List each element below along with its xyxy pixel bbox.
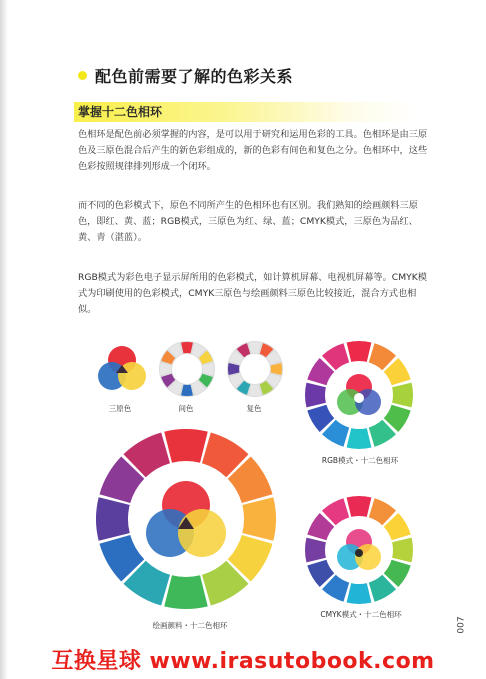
primary-colors-label: 三原色: [108, 404, 132, 413]
paint-color-wheel: [95, 428, 277, 610]
paint-ring-segment: [164, 575, 208, 609]
rgb-color-wheel: [304, 340, 414, 450]
paint-ring-segment: [96, 497, 130, 541]
secondary-colors-label: 间色: [178, 404, 194, 413]
title-row: [78, 64, 293, 86]
section-title: 掌握十二色相环: [78, 105, 163, 119]
watermark-banner: 互换星球 www.irasutobook.com: [51, 649, 435, 674]
secondary-colors-wheel: [158, 340, 216, 398]
primary-colors-diagram: [92, 340, 152, 400]
rgb-ring-segment: [347, 341, 372, 362]
tertiary-colors-label: 复色: [246, 404, 262, 413]
paint-ring-segment: [242, 497, 276, 541]
rgb-ring-segment: [305, 383, 326, 408]
paint-wheel-label: 绘画颜料・十二色相环: [152, 621, 228, 630]
cmyk-yellow-circle: [355, 544, 381, 570]
cmyk-ring-segment: [305, 538, 326, 563]
page-spine: [0, 0, 8, 679]
paint-ring-segment: [164, 429, 208, 463]
cmyk-ring-segment: [392, 538, 413, 563]
cmyk-ring-segment: [347, 583, 372, 604]
page-title: 配色前需要了解的色彩关系: [95, 66, 294, 86]
tertiary-colors-wheel: [226, 340, 284, 398]
rgb-ring-segment: [392, 383, 413, 408]
paragraph-1: 色相环是配色前必须掌握的内容，是可以用于研究和运用色彩的工具。色相环是由三原色及三原色混合后产生的新色彩组成的，新的色彩有间色和复色之分。色相环中，这些色彩按照规律排列形成一个闭环。: [78, 129, 428, 172]
cmyk-color-wheel: [304, 495, 414, 605]
cmyk-ring-segment: [347, 496, 372, 517]
secondary-center: [172, 354, 202, 384]
rgb-ring-segment: [347, 428, 372, 449]
paragraph-2: 而不同的色彩模式下，原色不同所产生的色相环也有区别。我们熟知的绘画颜料三原色，即红、黄、蓝；RGB模式，三原色为红、绿、蓝；CMYK模式，三原色为品红、黄、青（湛蓝）。: [78, 200, 418, 243]
cmyk-wheel-label: CMYK模式・十二色相环: [320, 610, 402, 619]
rgb-wheel-label: RGB模式・十二色相环: [321, 456, 399, 465]
rgb-white-overlap: [354, 393, 364, 403]
tertiary-center: [240, 354, 270, 384]
paint-yellow-circle: [178, 509, 226, 557]
page-number: 007: [456, 616, 467, 634]
yellow-dot-icon: [78, 71, 87, 80]
cmyk-black-overlap: [355, 549, 363, 557]
paragraph-3: RGB模式为彩色电子显示屏所用的色彩模式，如计算机屏幕、电视机屏幕等。CMYK模式为印刷使用的色彩模式，CMYK三原色与绘画颜料三原色比较接近，混合方式也相似。: [78, 272, 427, 315]
